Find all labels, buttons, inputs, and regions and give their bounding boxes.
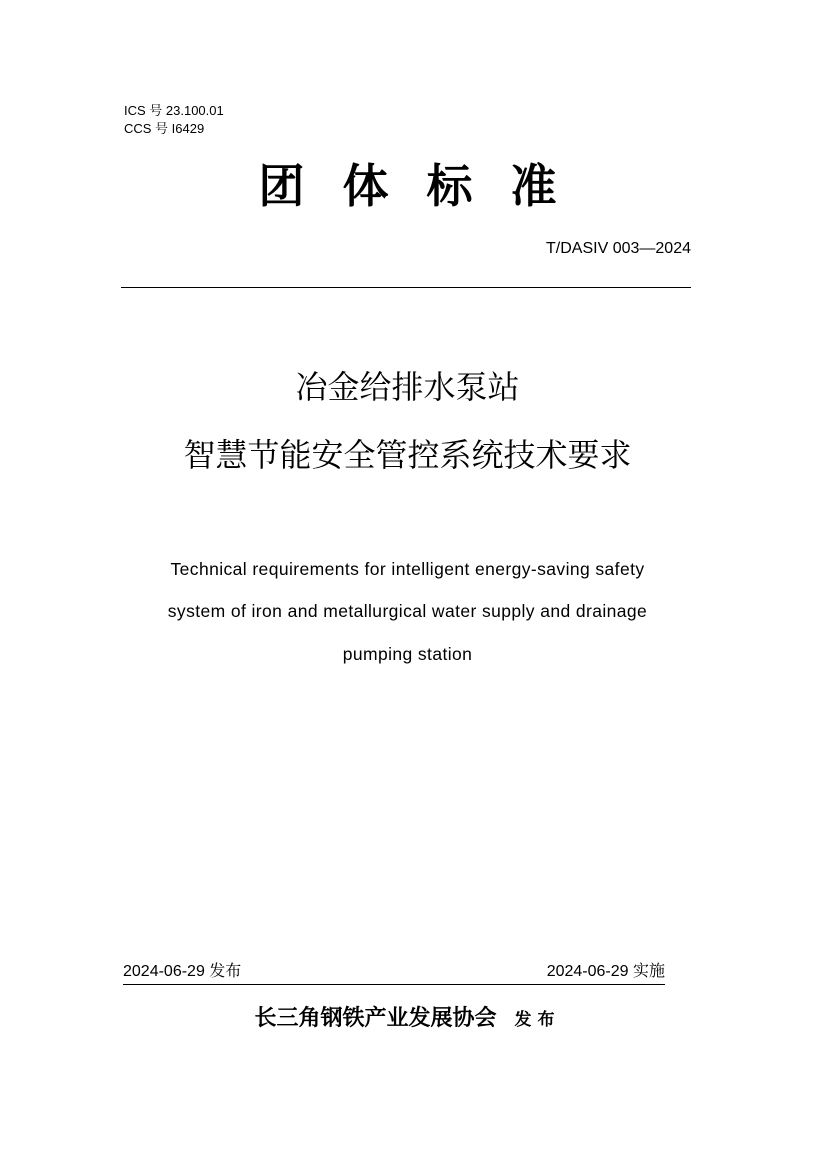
ccs-code: CCS 号 I6429 — [124, 121, 205, 136]
english-title-line-2: system of iron and metallurgical water supply and drainage — [167, 601, 648, 621]
classification-codes — [124, 102, 224, 138]
issue-date: 2024-06-29 发布 — [123, 963, 242, 980]
document-type-heading: 团体标准 — [258, 159, 595, 213]
dates-row — [123, 962, 665, 985]
publisher-line — [0, 1004, 815, 1035]
english-title-line-1: Technical requirements for intelligent energy-saving safety — [170, 559, 645, 579]
english-title-line-3: pumping station — [342, 644, 473, 664]
publisher-suffix: 发布 — [514, 1010, 561, 1030]
implementation-date: 2024-06-29 实施 — [546, 963, 665, 980]
publisher-organization: 长三角钢铁产业发展协会 — [254, 1006, 497, 1031]
ics-code: ICS 号 23.100.01 — [124, 103, 224, 118]
header-divider — [121, 287, 691, 288]
chinese-title-line-2: 智慧节能安全管控系统技术要求 — [183, 436, 632, 474]
standard-number: T/DASIV 003—2024 — [546, 240, 691, 257]
chinese-title-line-1: 冶金给排水泵站 — [295, 368, 520, 406]
